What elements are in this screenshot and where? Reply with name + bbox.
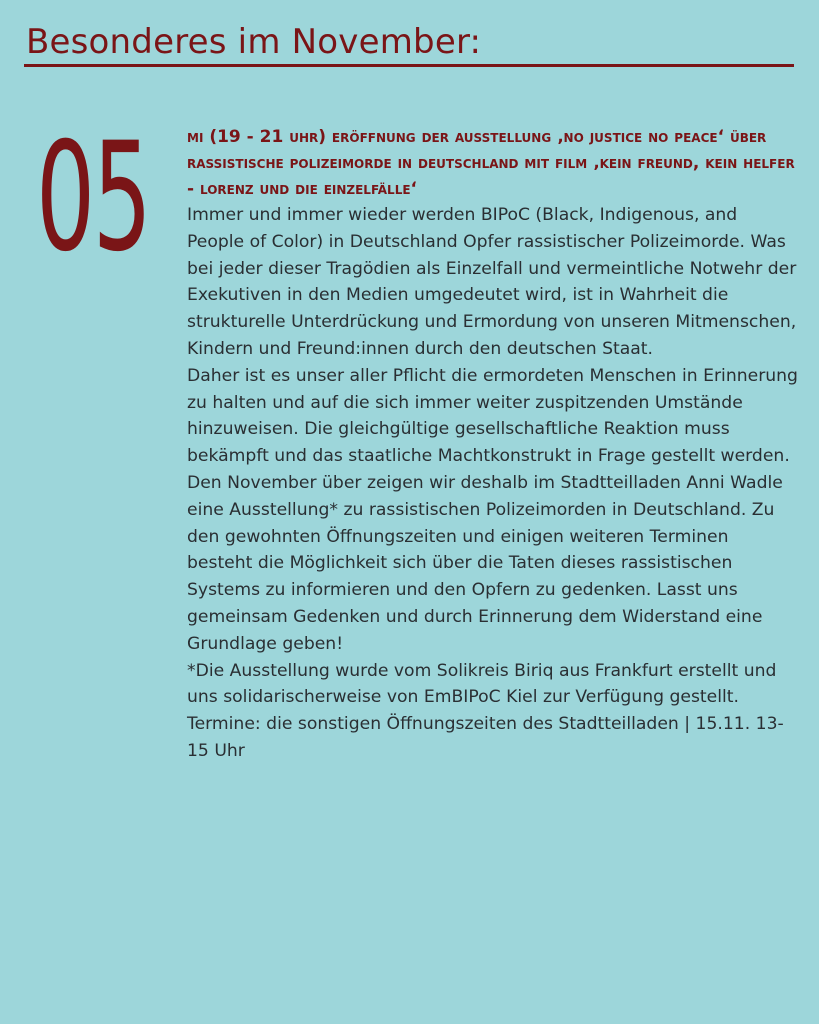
appointments-text: Termine: die sonstigen Öffnungszeiten des Stadtteilladen | 15.11. 13-15 Uhr — [187, 714, 784, 761]
event-block — [187, 124, 799, 765]
footnote: *Die Ausstellung wurde vom Solikreis Biriq aus Frankfurt erstellt und uns solidarischerweise von EmBIPoC Kiel zur Verfügung gestellt. — [187, 660, 777, 708]
description-paragraph: Immer und immer wieder werden BIPoC (Black, Indigenous, and People of Color) in Deutschland Opfer rassistischer Polizeimorde. Was bei jeder dieser Tragödien als Einzelfall und vermeintliche Notwehr der Exekutiven in den Medien umgedeutet wird, ist in Wahrheit die strukturelle Unterdrückung und Ermordung von unseren Mitmenschen, Kindern und Freund:innen durch den deutschen Staat. — [187, 205, 797, 359]
description-paragraph: Daher ist es unser aller Pflicht die ermordeten Menschen in Erinnerung zu halten und auf die sich immer weiter zuspitzenden Umstände hinzuweisen. Die gleichgültige gesellschaftliche Reaktion muss bekämpft und das staatliche Machtkonstrukt in Frage gestellt werden. — [187, 365, 798, 467]
page-title: Besonderes im November: — [26, 22, 482, 62]
description-paragraph: Den November über zeigen wir deshalb im Stadtteilladen Anni Wadle eine Ausstellung* zu rassistischen Polizeimorden in Deutschland. Zu den gewohnten Öffnungszeiten und einigen weiteren Terminen besteht die Möglichkeit sich über die Taten dieses rassistischen Systems zu informieren und den Opfern zu gedenken. Lasst uns gemeinsam Gedenken und durch Erinnerung dem Widerstand eine Grundlage geben! — [187, 472, 783, 654]
event-description — [187, 202, 799, 765]
event-day-number: 05 — [36, 111, 150, 285]
event-heading: mi (19 - 21 uhr) eröffnung der ausstellung ‚no justice no peace‘ über rassistische polizeimorde in deutschland mit film ‚kein freund, kein helfer - lorenz und die einzelfälle‘ — [187, 127, 795, 199]
title-divider — [24, 64, 794, 67]
